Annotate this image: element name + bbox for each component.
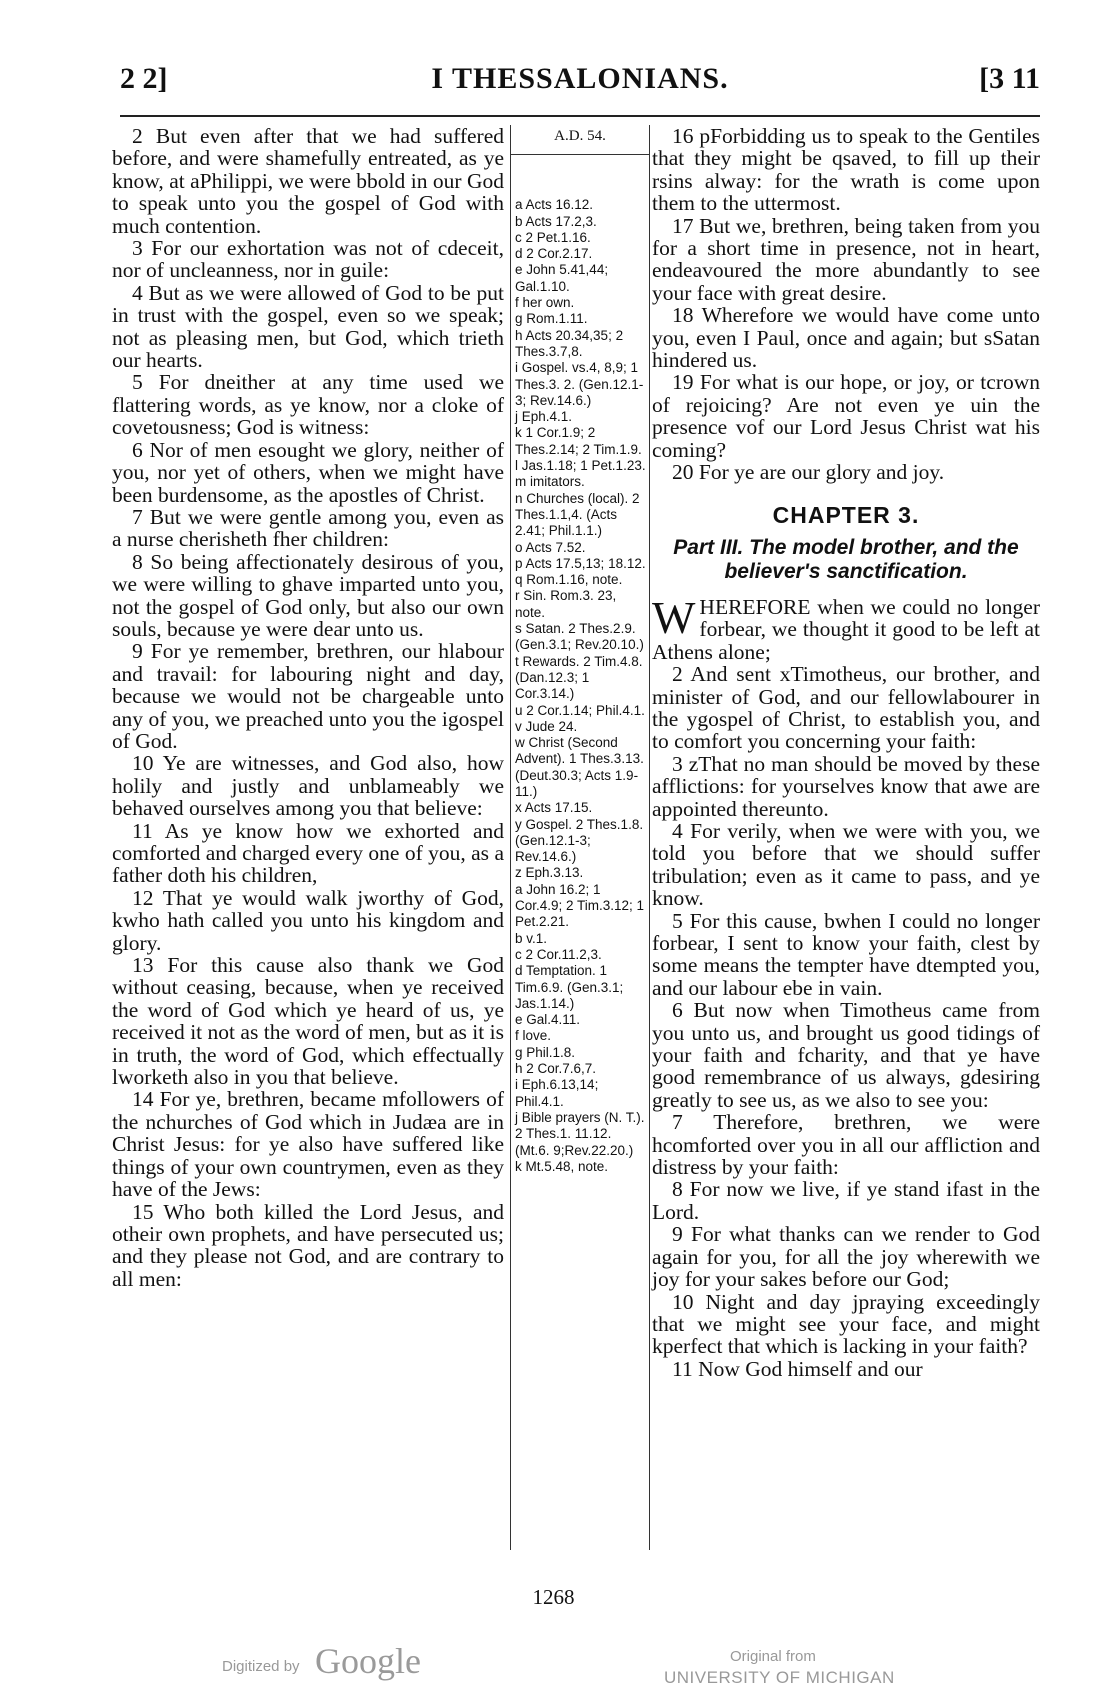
verse-number: 10 <box>132 751 154 776</box>
verse <box>652 215 1040 305</box>
verse-number: 20 <box>672 460 694 485</box>
verse-number: 18 <box>672 303 694 328</box>
verse <box>652 461 1040 483</box>
verse-text: For now we live, if ye stand ifast in the Lord. <box>652 1177 1040 1224</box>
cross-reference-note: n Churches (local). 2 Thes.1.1,4. (Acts 2.41; Phil.1.1.) <box>515 490 640 539</box>
right-text-column <box>652 125 1040 1380</box>
cross-reference-note: l Jas.1.18; 1 Pet.1.23. <box>515 458 646 474</box>
verse <box>112 282 504 372</box>
verse-text: Night and day jpraying exceedingly that we might see your face, and might kperfect that which is lacking in your faith? <box>652 1289 1040 1359</box>
verse-number: 2 <box>672 662 683 687</box>
verse-text: Ye are witnesses, and God also, how holily and justly and unblameably we behaved ourselves among you that believe: <box>112 751 504 821</box>
cross-reference-note: r Sin. Rom.3. 23, note. <box>515 588 617 620</box>
header-reference-left: 2 2] <box>120 62 168 95</box>
verse-text: Who both killed the Lord Jesus, and otheir own prophets, and have persecuted us; and they please not God, and are contrary to all men: <box>112 1199 504 1291</box>
verse <box>652 999 1040 1111</box>
google-logo: Google <box>315 1641 421 1681</box>
verse <box>112 752 504 819</box>
verse-number: 17 <box>672 213 694 238</box>
header-reference-right: [3 11 <box>979 62 1040 95</box>
cross-reference-note: g Rom.1.11. <box>515 311 588 327</box>
verse-text: As ye know how we exhorted and comforted and charged every one of you, as a father doth his children, <box>112 818 504 888</box>
verse-number: 3 <box>132 236 143 261</box>
verse <box>112 371 504 438</box>
chapter-opening-verse <box>652 591 1040 664</box>
verse-text: For ye, brethren, became mfollowers of the nchurches of God which in Judæa are in Christ Jesus: for ye also have suffered like things of your own countrymen, even as they have of the Jews: <box>112 1087 504 1202</box>
verse-number: 9 <box>132 639 143 664</box>
part-heading: Part III. The model brother, and the believer's sanctification. <box>673 535 1019 583</box>
verse-number: 2 <box>132 124 143 148</box>
verse <box>652 1111 1040 1178</box>
chapter-3-verses <box>652 663 1040 1380</box>
cross-reference-note: d Temptation. 1 Tim.6.9. (Gen.3.1; Jas.1.14.) <box>515 963 624 1011</box>
cross-reference-note: a Acts 16.12. <box>515 197 594 213</box>
verse-text: For ye remember, brethren, our hlabour and travail: for labouring night and day, because we would not be chargeable unto any of you, we preached unto you the igospel of God. <box>112 639 504 753</box>
verse <box>652 663 1040 753</box>
verse-text: For this cause, bwhen I could no longer forbear, I sent to know your faith, clest by some means the tempter have dtempted you, and our labour ebe in vain. <box>652 908 1041 1000</box>
verse-text: But even after that we had suffered before, and were shamefully entreated, as ye know, at aPhilippi, we were bbold in our God to speak unto you the gospel of God with much contention. <box>112 124 505 238</box>
verse-text: But we, brethren, being taken from you for a short time in presence, not in heart, endeavoured the more abundantly to see your face with great desire. <box>652 213 1041 305</box>
verse-number: 14 <box>132 1087 154 1112</box>
cross-reference-note: a John 16.2; 1 Cor.4.9; 2 Tim.3.12; 1 Pet.2.21. <box>515 881 645 930</box>
cross-reference-note: o Acts 7.52. <box>515 539 586 555</box>
verse-number: 8 <box>132 549 143 574</box>
verse-text: For what thanks can we render to God again for you, for all the joy wherewith we joy for your sakes before our God; <box>652 1222 1041 1292</box>
verse-text: For our exhortation was not of cdeceit, nor of uncleanness, nor in guile: <box>112 236 505 283</box>
cross-reference-note: z Eph.3.13. <box>515 865 584 881</box>
date-label: A.D. 54. <box>511 125 649 155</box>
cross-reference-note: w Christ (Second Advent). 1 Thes.3.13. (Deut.30.3; Acts 1.9-11.) <box>515 735 644 799</box>
verse <box>112 954 504 1088</box>
book-title: I THESSALONIANS. <box>431 62 729 95</box>
cross-reference-list <box>511 197 649 1175</box>
drop-capital: W <box>652 591 696 643</box>
cross-reference-note: j Eph.4.1. <box>515 409 573 425</box>
reference-margin-column <box>510 125 650 1550</box>
left-text-column <box>112 125 504 1290</box>
verse-number: 6 <box>672 998 683 1023</box>
verse-number: 10 <box>672 1289 694 1314</box>
verse-number: 11 <box>672 1356 693 1381</box>
opening-text: HEREFORE when we could no longer forbear, we thought it good to be left at Athens alone; <box>652 594 1040 664</box>
verse-text: But as we were allowed of God to be put in trust with the gospel, even so we speak; not as pleasing men, but God, which trieth our hearts. <box>112 280 504 373</box>
cross-reference-note: e John 5.41,44; Gal.1.10. <box>515 262 609 294</box>
verse-number: 13 <box>132 953 154 978</box>
verse <box>652 1358 1040 1380</box>
cross-reference-note: x Acts 17.15. <box>515 800 593 816</box>
cross-reference-note: h Acts 20.34,35; 2 Thes.3.7,8. <box>515 327 624 359</box>
verse <box>112 506 504 551</box>
verse <box>652 820 1040 910</box>
verse-text: zThat no man should be moved by these afflictions: for yourselves know that awe are appointed thereunto. <box>652 751 1040 821</box>
verse-text: And sent xTimotheus, our brother, and minister of God, and our fellowlabourer in the ygospel of Christ, to establish you, and to comfort you concerning your faith: <box>652 662 1040 754</box>
verse-number: 19 <box>672 370 694 395</box>
cross-reference-note: b Acts 17.2,3. <box>515 213 597 229</box>
verse-number: 7 <box>672 1110 683 1135</box>
verse-text: Nor of men esought we glory, neither of you, nor yet of others, when we might have been burdensome, as the apostles of Christ. <box>112 437 505 507</box>
verse <box>652 753 1040 820</box>
verse-text: Now God himself and our <box>698 1356 923 1381</box>
verse-number: 5 <box>132 370 143 395</box>
cross-reference-note: u 2 Cor.1.14; Phil.4.1. <box>515 702 645 718</box>
university-label: UNIVERSITY OF MICHIGAN <box>664 1668 895 1687</box>
cross-reference-note: i Gospel. vs.4, 8,9; 1 Thes.3. 2. (Gen.12.1-3; Rev.14.6.) <box>515 360 644 408</box>
verse-number: 9 <box>672 1222 683 1247</box>
verse-text: But we were gentle among you, even as a nurse cherisheth fher children: <box>112 504 505 552</box>
cross-reference-note: b v.1. <box>515 930 548 946</box>
verse <box>112 439 504 506</box>
cross-reference-note: i Eph.6.13,14; Phil.4.1. <box>515 1077 599 1109</box>
verse <box>112 237 504 282</box>
cross-reference-note: d 2 Cor.2.17. <box>515 246 593 262</box>
verse-text: For this cause also thank we God without ceasing, because, when ye received the word of God which ye heard of us, ye received it not as the word of men, but as it is in truth, the word of God, which effectually lworketh also in you that believe. <box>112 953 505 1090</box>
digitized-by-label: Digitized by <box>222 1658 300 1675</box>
verse-number: 12 <box>132 885 154 910</box>
verse <box>112 1088 504 1200</box>
verse-number: 7 <box>132 504 143 529</box>
cross-reference-note: y Gospel. 2 Thes.1.8. (Gen.12.1-3; Rev.14.6.) <box>515 816 644 865</box>
cross-reference-note: t Rewards. 2 Tim.4.8. (Dan.12.3; 1 Cor.3.14.) <box>515 653 643 702</box>
cross-reference-note: e Gal.4.11. <box>515 1012 581 1028</box>
verse-text: Wherefore we would have come unto you, even I Paul, once and again; but sSatan hindered us. <box>652 303 1040 373</box>
verse <box>112 640 504 752</box>
cross-reference-note: k Mt.5.48, note. <box>515 1158 609 1174</box>
verse-text: pForbidding us to speak to the Gentiles that they might be qsaved, to fill up their rsins alway: for the wrath is come upon them to the uttermost. <box>652 124 1041 216</box>
verse-number: 11 <box>132 818 153 843</box>
verse-number: 16 <box>672 124 694 148</box>
verse <box>652 125 1040 215</box>
cross-reference-note: p Acts 17.5,13; 18.12. <box>515 555 646 571</box>
verse-text: That ye would walk jworthy of God, kwho hath called you unto his kingdom and glory. <box>112 885 504 955</box>
verse <box>652 304 1040 371</box>
verse <box>652 1223 1040 1290</box>
verse-number: 15 <box>132 1199 154 1224</box>
verse-text: Therefore, brethren, we were hcomforted over you in all our affliction and distress by your faith: <box>652 1110 1040 1180</box>
header-divider <box>120 115 1040 117</box>
running-header <box>120 62 1040 110</box>
cross-reference-note: g Phil.1.8. <box>515 1044 576 1060</box>
verse <box>652 1178 1040 1223</box>
cross-reference-note: c 2 Pet.1.16. <box>515 229 591 245</box>
cross-reference-note: h 2 Cor.7.6,7. <box>515 1061 597 1077</box>
chapter-2-ending <box>652 125 1040 484</box>
verse <box>112 820 504 887</box>
verse-number: 4 <box>672 818 683 843</box>
verse-text: So being affectionately desirous of you, we were willing to ghave imparted unto you, not the gospel of God only, but also our own souls, because ye were dear unto us. <box>112 549 504 641</box>
verse <box>112 551 504 641</box>
verse-number: 6 <box>132 437 143 462</box>
cross-reference-note: c 2 Cor.11.2,3. <box>515 946 602 962</box>
verse-number: 3 <box>672 751 683 776</box>
chapter-heading: CHAPTER 3. <box>772 501 920 528</box>
verse <box>112 887 504 954</box>
cross-reference-note: v Jude 24. <box>515 718 578 734</box>
verse-number: 4 <box>132 280 143 305</box>
verse <box>112 1201 504 1291</box>
verse <box>652 371 1040 461</box>
verse-text: For what is our hope, or joy, or tcrown of rejoicing? Are not even ye uin the presence vof our Lord Jesus Christ wat his coming? <box>652 370 1041 462</box>
verse-text: For ye are our glory and joy. <box>698 460 945 485</box>
verse-number: 8 <box>672 1177 683 1202</box>
verse-text: For verily, when we were with you, we told you before that we should suffer tribulation; even as it came to pass, and ye know. <box>652 818 1041 911</box>
cross-reference-note: k 1 Cor.1.9; 2 Thes.2.14; 2 Tim.1.9. <box>515 425 642 457</box>
verse <box>652 1291 1040 1358</box>
verse-number: 5 <box>672 908 683 933</box>
cross-reference-note: f love. <box>515 1028 552 1044</box>
cross-reference-note: f her own. <box>515 295 575 311</box>
cross-reference-note: m imitators. <box>515 474 585 490</box>
scan-footer <box>0 1640 1107 1690</box>
verse <box>112 125 504 237</box>
verse-text: But now when Timotheus came from you unto us, and brought us good tidings of your faith and fcharity, and that ye have good remembrance of us always, gdesiring greatly to see us, as we also to see you: <box>652 998 1041 1112</box>
cross-reference-note: s Satan. 2 Thes.2.9. (Gen.3.1; Rev.20.10.) <box>515 621 644 653</box>
original-from-label: Original from <box>730 1648 816 1665</box>
cross-reference-note: j Bible prayers (N. T.). 2 Thes.1. 11.12. (Mt.6. 9;Rev.22.20.) <box>515 1109 645 1158</box>
page-number: 1268 <box>532 1585 575 1609</box>
verse <box>652 910 1040 1000</box>
verse-text: For dneither at any time used we flattering words, as ye know, nor a cloke of covetousness; God is witness: <box>112 370 505 440</box>
cross-reference-note: q Rom.1.16, note. <box>515 572 623 588</box>
